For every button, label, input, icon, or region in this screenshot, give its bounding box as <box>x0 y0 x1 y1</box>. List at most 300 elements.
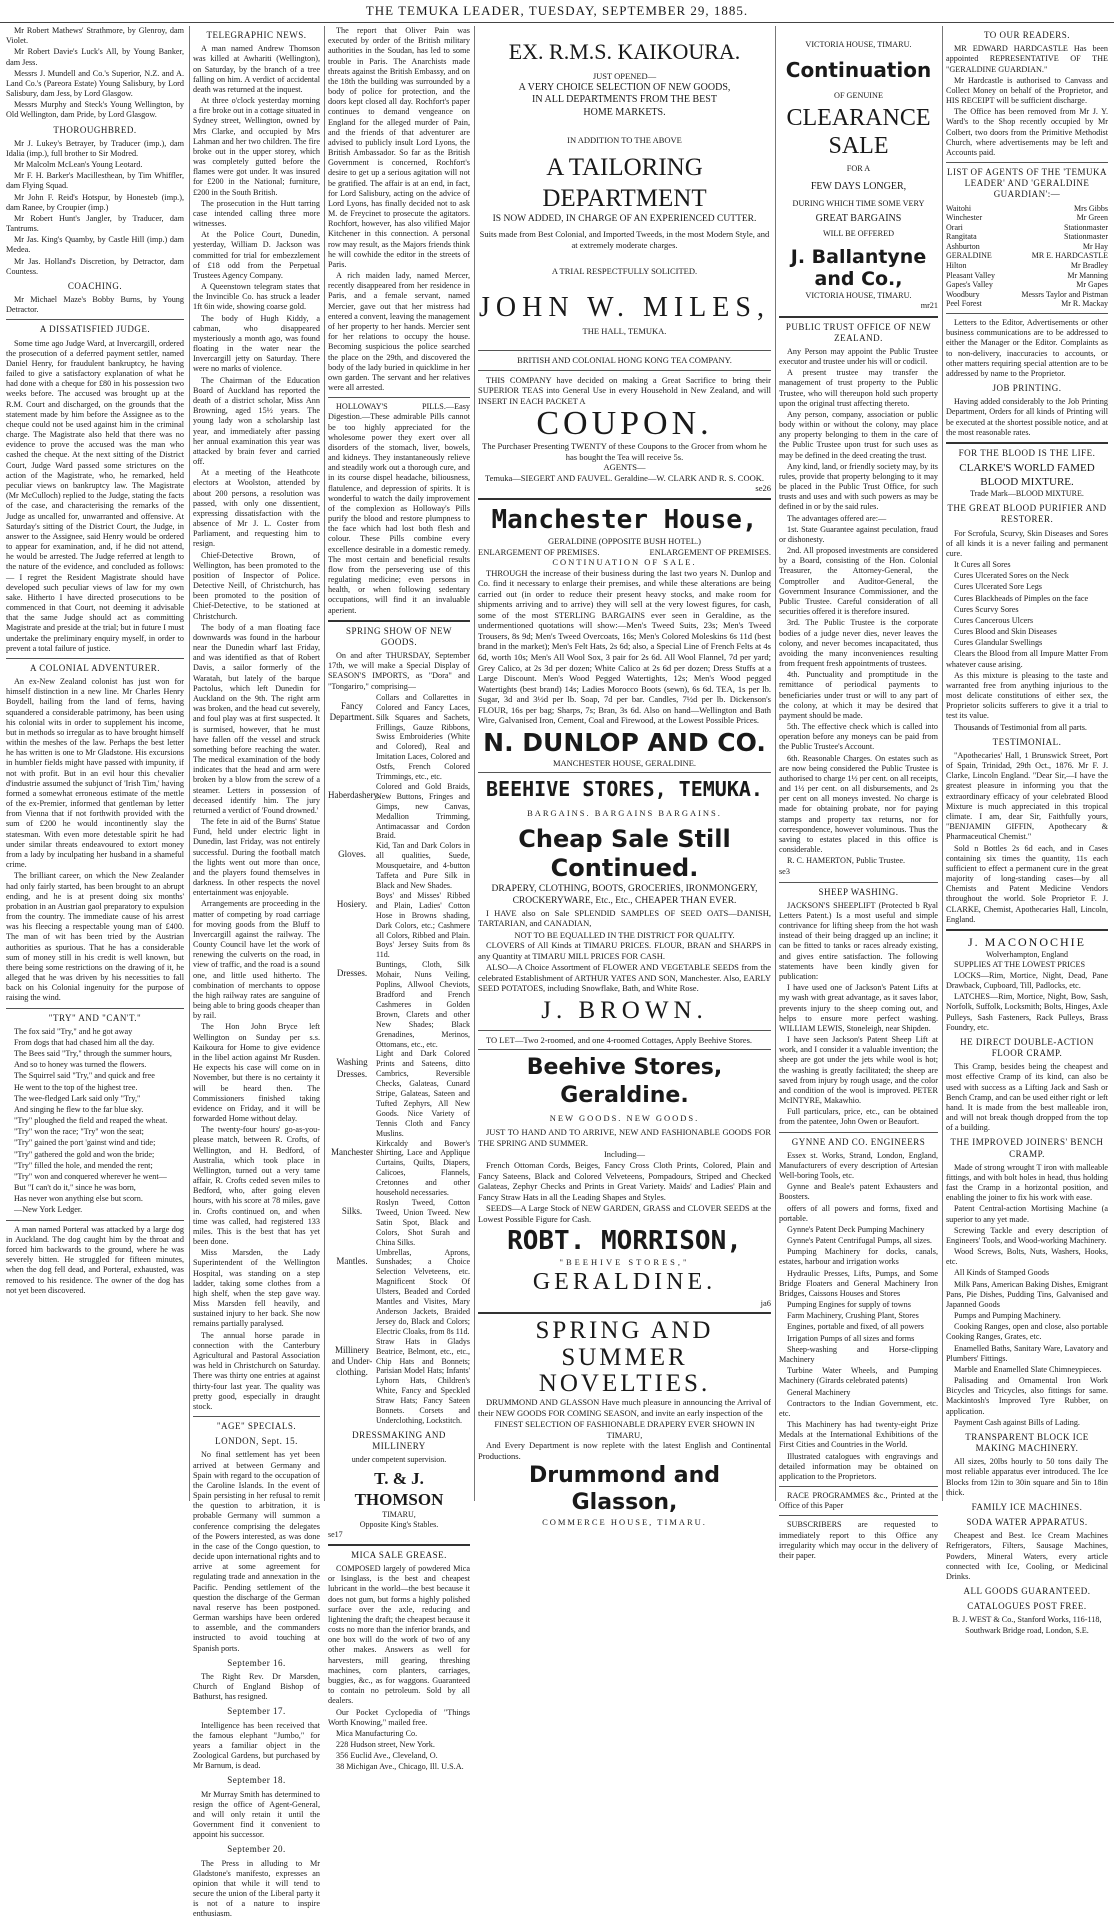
paragraph: As this mixture is pleasing to the taste and warranted free from anything injurious to the most delicate constitutions of either sex, the Proprietor solicits sufferers to give it a trial to test its value. <box>946 670 1108 721</box>
paragraph: Mica Manufacturing Co. <box>336 1728 418 1738</box>
advertiser-address: B. J. WEST & Co., Stanford Works, 116-118, Southwark Bridge road, London, S.E. <box>952 1615 1102 1635</box>
column-rule <box>942 26 943 1501</box>
paragraph: Intelligence has been received that the famous elephant "Jumbo," for years a familiar object in the Zoological Gardens, but purchased by Mr Barnum, is dead. <box>193 1720 320 1771</box>
ad-heading: HE DIRECT DOUBLE-ACTION FLOOR CRAMP. <box>960 1036 1094 1059</box>
ad-body: THIS COMPANY have decided on making a Great Sacrifice to bring their SUPERIOR TEAS into General Use in every Household in New Zealand, and will INSERT IN EACH PACKET A <box>478 374 771 406</box>
ad-body: SEEDS—A Large Stock of NEW GARDEN, GRASS and CLOVER SEEDS at the Lowest Possible Figure for Cash. <box>478 1203 771 1224</box>
divider <box>478 1312 771 1314</box>
paragraph: 356 Euclid Ave., Cleveland, O. <box>336 1751 438 1761</box>
ad-heading: FOR THE BLOOD IS THE LIFE. <box>958 447 1096 458</box>
agent-name: Mrs Gibbs <box>1073 203 1108 213</box>
paragraph: Pumps and Pumping Machinery. <box>954 1311 1061 1321</box>
paragraph: Cooking Ranges, open and close, also portable Cooking Ranges, Grates, etc. <box>946 1322 1108 1342</box>
column-5 <box>779 26 938 1560</box>
paragraph: A man named Andrew Thomson was killed at Awhariti (Wellington), on Saturday, by the branch of a tree falling on him. A verdict of accidental death was returned at the inquest. <box>193 44 320 94</box>
thoroughbred-list <box>6 139 184 277</box>
ad-headline: SPRING AND SUMMER NOVELTIES. <box>535 1317 714 1397</box>
paragraph: Palisading and Ornamental Iron Work Bicycles and Tricycles, also fittings for same. Mackintosh's Improved Tyre Rubber, on application. <box>946 1376 1108 1416</box>
ad-heading: SHEEP WASHING. <box>818 886 899 897</box>
divider <box>946 929 1108 931</box>
article-heading: TELEGRAPHIC NEWS. <box>206 30 307 40</box>
paragraph: From dogs that had chased him all the day. <box>14 1037 155 1047</box>
paragraph: —New York Ledger. <box>14 1205 83 1215</box>
ad-text: DRAPERY, CLOTHING, BOOTS, GROCERIES, IRONMONGERY, CROCKERYWARE, Etc., Etc., CHEAPER THAN EVER. <box>491 884 758 906</box>
agent-town: Woodbury <box>946 289 980 299</box>
agent-town: Gapes's Valley <box>946 280 993 290</box>
ad-headline: COUPON. <box>536 405 713 443</box>
department-text: Roslyn Tweed, Cotton Tweed, Union Tweed. New Satin Spot, Black and Colors, Shot Surah and China Silks. <box>376 1198 470 1247</box>
article-body <box>193 1721 320 1772</box>
paragraph: "Try" won the race; "Try" won the seat; <box>14 1127 144 1137</box>
agent-town: Rangitata <box>946 232 977 242</box>
ad-intro: On and after THURSDAY, September 17th, we will make a Special Display of SEASON'S IMPORTS, as "Dora" and "Tongariro," comprising— <box>328 651 470 691</box>
advertiser-name: ROBT. MORRISON, <box>507 1226 742 1257</box>
ad-heading: SPRING SHOW OF NEW GOODS. <box>345 625 453 647</box>
department-label: Hosiery. <box>336 898 368 909</box>
ad-code: se26 <box>755 483 771 494</box>
paragraph: Mr J. Lukey's Betrayer, by Traducer (imp.), dam Idalia (imp.), full brother to Sir Modred. <box>6 138 184 158</box>
advertiser-address: VICTORIA HOUSE, TIMARU. <box>805 291 912 301</box>
paragraph: A Queenstown telegram states that the Invincible Co. has struck a leader 1ft 6in wide, showing coarse gold. <box>193 282 320 312</box>
masthead: THE TEMUKA LEADER, TUESDAY, SEPTEMBER 29, 1885. <box>0 0 1114 23</box>
paragraph: Hydraulic Presses, Lifts, Pumps, and Some Bridge Floaters and General Machinery Iron Bridges, Caissons Houses and Stores <box>779 1268 938 1298</box>
ad-code: se3 <box>779 867 790 877</box>
paragraph: Gynne's Patent Centrifugal Pumps, all sizes. <box>787 1236 932 1246</box>
paragraph: Mr Robert Mathews' Strathmore, by Glenroy, dam Violet. <box>6 26 184 46</box>
paragraph: Essex st. Works, Strand, London, England, Manufacturers of every description of Artesian Well-boring Tools, etc. <box>779 1150 938 1181</box>
divider <box>6 1220 184 1221</box>
ad-text: FINEST SELECTION OF FASHIONABLE DRAPERY EVER SHOWN IN TIMARU, <box>494 1419 755 1440</box>
ad-body: "Apothecaries' Hall, 1 Brunswick Street, Port of Spain, Trinidad, 29th Oct., 1876. Mr F. J. Clarke, Lincoln England. "Dear Sir,—I have the greatest pleasure in informing you that the extraordinary efficacy of your celebrated Blood Mixture is much appreciated in this tropical climate. I am, dear Sir, Faithfully yours, "BENJAMIN GIFFIN, Apothecary & Pharmaceutical Chemist." <box>946 750 1108 842</box>
paragraph: Full particulars, price, etc., can be obtained from the patentee, John Owen or Beaufort. <box>779 1107 938 1127</box>
ad-heading: THE GREAT BLOOD PURIFIER AND RESTORER. <box>947 503 1107 525</box>
department-label: Dresses. <box>336 968 368 979</box>
paragraph: Has never won anything else but scorn. <box>14 1194 143 1204</box>
advertiser-name: J. BROWN. <box>541 996 708 1024</box>
agent-row <box>946 299 1108 309</box>
ad-text: ENLARGEMENT OF PREMISES. <box>649 546 771 557</box>
ad-text: AGENTS— <box>603 462 646 473</box>
ad-text: FOR A <box>846 164 871 174</box>
ad-headline: BEEHIVE STORES, TEMUKA. <box>486 777 763 802</box>
poem-heading: "TRY" AND "CAN'T." <box>48 1012 142 1023</box>
agent-row <box>946 261 1108 271</box>
ad-body <box>946 960 1108 1033</box>
paragraph: A present trustee may transfer the management of trust property to the Public Trustee, who will thereupon hold such property upon the original trust affecting thereto. <box>779 368 938 408</box>
paragraph: Messrs Murphy and Steck's Young Wellington, by Old Wellington, dam Pride, by Lord Glasgow. <box>6 100 184 120</box>
department-row <box>328 960 470 1049</box>
paragraph: The body of a man floating face downwards was found in the harbour near the Dunedin wharf last Friday, and was identified as that of Robert Davis, a sailor formerly of the Waratah, but lately of the barque Pactolus, which left Dunedin for Auckland on the 9th. The right arm was broken, and the head cut severely, and foul play was at first suspected. It is surmised, however, that he must have fallen off the vessel and struck something before reaching the water. The medical examination of the body indicates that the head and arm were broken by a blow from the screw of a steamer. Letters in possession of deceased identify him. The jury returned a verdict of 'Found drowned.' <box>193 622 320 815</box>
paragraph: offers of all powers and forms, fixed and portable. <box>779 1203 938 1223</box>
agent-name: Mr Hay <box>1082 241 1108 251</box>
agents-list <box>946 204 1108 310</box>
ad-text: "BEEHIVE STORES," <box>559 1257 690 1268</box>
poem-body <box>6 1027 184 1216</box>
department-text: Umbrellas, Aprons, Sunshades; a Choice Selection Velveteens, etc. Magnificent Stock Of Ulsters, Beaded and Corded Mantles and Visites, Mary Anderson Jackets, Braided Jersey do, Black and Colors; Electric Cloaks, from 8s 11d. <box>376 1247 470 1336</box>
agent-row <box>946 242 1108 252</box>
ad-text: Suits made from Best Colonial, and Imported Tweeds, in the most Modern Style, and at extremely moderate charges. <box>479 229 770 250</box>
paragraph: Pumping Engines for supply of towns <box>787 1300 911 1310</box>
paragraph: An ex-New Zealand colonist has just won for himself distinction in a new line. Mr Charles Henry Boydell, hailing from the land of ferns, having squandered a considerable patrimony, has been using his colonial wits in order to supplement his income, but in methods so irregular as to have brought himself within the meshes of the law. Perhaps the best letter he has written is one to Mr Gladstone. His excursions in humbler fields might have passed with impunity, if not with profit. But in an evil hour this chevalier d'industrie assumed the subjunct of 'Irish Tim,' having formed a somewhat erroneous estimate of the mettle of the ex-Premier, informed that gentleman by letter from Vienna that if not forthwith provided with the sum of £200 he would incontinently slay the statesman. With even more detestable spirit he had under similar threats endeavoured to extort money from a lady by inculpating her husband in a shameful crime. <box>6 677 184 870</box>
ad-body: CLOVERS of All Kinds at TIMARU PRICES. FLOUR, BRAN and SHARPS in any Quantity at TIMARU MILL PRICES FOR CASH. <box>478 940 771 961</box>
department-text: Kid, Tan and Dark Colors in all qualities, Suede, Mousquetaire, and 4-button Taffeta and Pure Silk in Black and New Shades. <box>376 841 470 891</box>
advertiser-address: COMMERCE HOUSE, TIMARU. <box>542 1516 707 1527</box>
ad-headline: EX. R.M.S. KAIKOURA. <box>508 39 741 64</box>
paragraph: Screwing Tackle and every description of Engineers' Tools, and Wood-working Machinery. <box>946 1225 1108 1245</box>
paragraph: Miss Marsden, the Lady Superintendent of the Wellington Hospital, was standing on a step ladder, taking some clothes from a high shelf, when the step gave way. Miss Marsden fell heavily, and sustained injury to her back. She now remains partially paralysed. <box>193 1248 320 1329</box>
paragraph: Cures Ulcerated Sore Legs <box>954 582 1042 592</box>
article-body <box>328 26 470 393</box>
advertiser-location: Wolverhampton, England <box>985 949 1068 959</box>
paragraph: Irrigation Pumps of all sizes and forms <box>787 1333 915 1343</box>
paragraph: Turbine Water Wheels, and Pumping Machinery (Girards celebrated patents) <box>779 1366 938 1386</box>
department-row <box>328 1049 470 1138</box>
column-2 <box>193 26 320 1919</box>
paragraph: SUPPLIES AT THE LOWEST PRICES <box>954 959 1086 969</box>
department-text: Collars and Collarettes in Colored and Fancy Laces, Silk Squares and Sachets, Frillings, Gauze Ribbons, Swiss Embroideries (White and Colored), Real and Imitation Laces, Colored and Ostfs, French Colored Trimmings, etc., etc. <box>376 692 470 782</box>
paragraph: Gynne and Beale's patent Exhausters and Boosters. <box>779 1182 938 1202</box>
department-label: Millinery and Under-clothing. <box>331 1344 373 1378</box>
ad-body: JUST TO HAND AND TO ARRIVE, NEW AND FASHIONABLE GOODS FOR THE SPRING AND SUMMER. <box>478 1127 771 1148</box>
paragraph: Marble and Enamelled Slate Chimneypieces. <box>954 1364 1102 1374</box>
paragraph: Messrs J. Mundell and Co.'s Superior, N.Z. and A. Land Co.'s (Pareora Estate) Young Salisbury, by Lord Salisbury, dam Jess, by Lord Glasgow. <box>6 68 184 99</box>
paragraph: 3rd. The Public Trustee is the corporate bodies of a judge never dies, never leaves the colony, and never becomes incapacitated, thus avoiding the many inconveniences resulting from frequent fresh appointments of trustees. <box>779 618 938 669</box>
paragraph: Any person, company, association or public body within or without the colony, may place any property belonging to them in the care of the Public Trustee upon trust for such uses as may be defined in the deed creating the trust. <box>779 409 938 460</box>
ad-address-list <box>328 1729 470 1773</box>
paragraph: No final settlement has yet been arrived at between Germany and Spain with regard to the occupation of the Caroline Islands. In the event of Spain persisting in her refusal to remit the question to arbitration, it is probable Germany will summon a conference comprising the delegates of the Powers interested, as was done in the case of the Congo question, to decide upon international rights and to arrive at some agreement for regulating trade and annexation in the Pacific. Pending settlement of the question the discharge of the German naval reserve has been postponed. German warships have been ordered to assemble, and the commanders instructed to avoid touching at Spanish ports. <box>193 1450 320 1653</box>
article-body <box>193 1790 320 1841</box>
ad-text: MANCHESTER HOUSE, GERALDINE. <box>552 757 697 768</box>
agent-row <box>946 232 1108 242</box>
paragraph: Contractors to the Indian Government, etc. etc. <box>779 1398 938 1418</box>
article-body <box>6 1225 184 1296</box>
paragraph: At three o'clock yesterday morning a fire broke out in a cottage situated in Sydney street, Wellington, owned by Mrs Clarke, and occupied by Mrs Lahman and her two children. The fire broke out in the upper storey, which was completely gutted before the flames were got under. It was insured for £200 in the National; furniture, £200 in the South British. <box>193 96 320 197</box>
paragraph: Some time ago Judge Ward, at Invercargill, ordered the prosecution of a deferred payment settler, named Daniel Henry, for fraudulent bankruptcy, he having failed to give a satisfactory explanation of what he had done with a cheque for £80 in his possession two weeks before. The accused was brought up at the R.M. Court and discharged, on the grounds that the statement made by him before the Assignee as to the cheque could not be used against him in the criminal charge. The Magistrate also held that there was no evidence to prove the accused was the man who cashed the cheque. At the next sitting of the District Court, Judge Ward passed some strictures on the action of the Magistrate, who, he remarked, held peculiar views on bankruptcy law. The Magistrate (Mr McCulloch) replied to the Judge, stating the facts of the case, and characterising the remarks of the Judge as uncalled for, unwarranted and offensive. At Saturday's sitting of the District Court, the Judge, in answer to the Assignee, said Henry would be ordered to appear for examination, and, if he did not attend, he would be arrested. The Judge referred at length to the nature of the evidence, and concluded as follows:— I regret the Resident Magistrate should have developed such peculiar views of law for my own sake. Hitherto I have directed prosecutions to be commenced in that Court, not deeming it advisable that the same Judge should act as committing Magistrate and preside at the trial; but in future I must undertake the preliminary enquiry myself, in order to prevent a total failure of justice. <box>6 338 184 653</box>
ad-subheading: DRESSMAKING AND MILLINERY <box>352 1429 446 1452</box>
ad-heading: SODA WATER APPARATUS. <box>966 1517 1088 1528</box>
paragraph: For Scrofula, Scurvy, Skin Diseases and Sores of all kinds it is a never failing and permanent cure. <box>946 528 1108 558</box>
agent-town: GERALDINE <box>946 251 992 261</box>
agent-name: Mr Bradley <box>1070 261 1108 271</box>
department-label: Manchester <box>331 1146 373 1157</box>
ad-body: Cheapest and Best. Ice Cream Machines Refrigerators, Filters, Sausage Machines, Powders, Mineral Waters, every article connected with Ice, Cooling, or Medicinal Drinks. <box>946 1531 1108 1581</box>
advertiser-name: T. & J. THOMSON <box>354 1469 444 1510</box>
holloway-ad: HOLLOWAY'S PILLS.—Easy Digestion.—These admirable Pills cannot be too highly appreciated for the wholesome power they exert over all disorders of the stomach, liver, bowels, and kidneys. They instantaneously relieve and steadily work out a thorough cure, and in its course dispel headache, biliousness, flatulence, and depression of spirits. It is wonderful to watch the daily improvement of the complexion as Holloway's Pills purify the blood and restore plumpness to the face which had lost both flesh and colour. These Pills combine every excellence desirable in a domestic remedy. The most certain and beneficial results flow from the persevering use of this regulating medicine; even persons in health, or when following sedentary occupations, will find it an invaluable aperient. <box>328 402 470 615</box>
ad-text: CONTINUATION OF SALE. <box>552 557 697 568</box>
ad-text: Temuka—SIEGERT AND FAUVEL. Geraldine—W. CLARK AND R. S. COOK. <box>485 472 764 483</box>
paragraph: The Press in alluding to Mr Gladstone's manifesto, expresses an opinion that while it will tend to secure the union of the Liberal party it is not of a nature to inspire enthusiasm. <box>193 1858 320 1919</box>
divider <box>478 350 771 351</box>
paragraph: Cures Blood and Skin Diseases <box>954 627 1057 637</box>
paragraph: Sheep-washing and Horse-clipping Machinery <box>779 1344 938 1364</box>
column-4 <box>478 26 771 1527</box>
advertiser-name: J. MACONOCHIE <box>967 934 1086 949</box>
paragraph: R. C. HAMERTON, Public Trustee. <box>787 856 906 866</box>
divider <box>946 313 1108 314</box>
paragraph: A rich maiden lady, named Mercer, recently disappeared from her residence in Paris, and a female servant, named Mercier, gave out that her mistress had entered a convent, leaving the management of her property to her hands. Mercier sent for her relations to occupy the house. Becoming suspicious the police searched the place on the 29th, and discovered the body of the lady buried in quicklime in her own garden. The servant and her relatives were all arrested. <box>328 271 470 393</box>
ad-body: This Cramp, besides being the cheapest and most effective Cramp of its kind, can also be used with success as a Lifting Jack and Sash or Bench Cramp, and can be used either right or left hand. It is made from the best malleable iron, and will not break though dropped from the top of a building. <box>946 1062 1108 1133</box>
agent-row <box>946 271 1108 281</box>
paragraph: Mr Hardcastle is authorised to Canvass and Collect Money on behalf of the Proprietor, and HIS RECEIPT will be sufficient discharge. <box>946 75 1108 106</box>
paragraph: Any Person may appoint the Public Trustee executor and trustee under his will or codicil. <box>779 346 938 367</box>
dateline: September 16. <box>227 1657 286 1668</box>
advertiser-name: JOHN W. MILES, <box>479 291 770 323</box>
paragraph: The report that Oliver Pain was executed by order of the British military authorities in the Soudan, has led to some trouble in Paris. The Anarchists made threats against the British Embassy, and on the 18th the building was surrounded by a body of police for protection, and the doors kept closed all day. Rochfort's paper continues to demand vengeance on England for the alleged murder of Pain, and the friends of that adventurer are advised to publicly insult Lord Lyons, the British Ambassador. So far as the British Government is concerned, Rochfort's desire to get up a serious agitation will not be gratified. The affair is at an end, in fact, for Lord Salisbury, acting on the advice of Lord Lyons, has finally decided not to ask M. de Freycinet to prosecute the agitators. Rochfort, however, has also vilified Major Kitchener in this connection. A personal row may result, as the Majors friends think he will cowhide the editor in the streets of Paris. <box>328 26 470 269</box>
department-text: Buntings, Cloth, Silk Mohair, Nuns Veiling, Poplins, Allwool Cheviots, Bradford and French Cashmeres in Golden Brown, Clarets and other New Shades; Black Grenadines, Merinos, Ottomans, etc., etc. <box>376 960 470 1049</box>
divider <box>328 397 470 398</box>
department-label: Fancy Department. <box>329 700 375 722</box>
notice-body <box>946 76 1108 158</box>
column-rule <box>775 26 776 1501</box>
ad-text: Including— <box>603 1149 646 1160</box>
department-row <box>328 1139 470 1198</box>
ad-body: I HAVE also on Sale SPLENDID SAMPLES OF SEED OATS—DANISH, TARTARIAN, and CANADIAN, <box>478 907 771 929</box>
paragraph: The Chairman of the Education Board of Auckland has reported the death of a district scholar, Miss Ann Browning, aged 15½ years. The young lady won a scholarship last year, and immediately after passing her annual examination this year was attacked by brain fever and carried off. <box>193 375 320 467</box>
advertiser-name: Drummond and Glasson, <box>528 1463 721 1516</box>
ad-text: OF GENUINE <box>834 90 883 100</box>
paragraph: I have used one of Jackson's Patent Lifts at my wash with great advantage, as it saves labor, prevents injury to the sheep coming out, and helps to ensure more perfect washing. WILLIAM LEWIS, Stoneleigh, near Shipden. <box>779 983 938 1033</box>
paragraph: It Cures all Sores <box>954 560 1011 570</box>
ad-headline: A TAILORING DEPARTMENT <box>542 153 707 212</box>
divider <box>478 1030 771 1031</box>
department-label: Washing Dresses. <box>336 1057 368 1079</box>
ad-text: JUST OPENED— <box>592 71 657 82</box>
paragraph: Mr Robert Hunt's Jangler, by Traducer, dam Tantrums. <box>6 213 184 234</box>
paragraph: Engines, portable and fixed, of all powers <box>787 1322 924 1332</box>
department-text: Straw Hats in Gladys Beatrice, Belmont, etc., etc., Chip Hats and Bonnets; Parisian Model Hats; Infants' Lyhorn Hats, Children's White, Fancy and Speckled Straw Hats; Fancy Sateen Bonnets. Corsets and Underclothing, Lockstitch. <box>376 1336 470 1425</box>
ad-headline: Manchester House, <box>491 504 758 535</box>
paragraph: Farm Machinery, Crushing Plant, Stores <box>787 1311 919 1321</box>
paragraph: The prosecution in the Hutt tarring case intended calling three more witnesses. <box>193 198 320 229</box>
section-heading: COACHING. <box>67 280 123 291</box>
paragraph: Cures Ulcerated Sores on the Neck <box>954 571 1069 581</box>
column-rule <box>189 26 190 1501</box>
paragraph: "Try" won and conquered wherever he went— <box>14 1171 167 1181</box>
paragraph: Mr Malcolm McLean's Young Leotard. <box>14 160 143 170</box>
paragraph: The Hon John Bryce left Wellington on Sunday per s.s. Kaikoura for Home to give evidence in the libel action against Mr Rusden. He expects his case will come on in November, but there is no certainty it will be heard then. The Commissioners finished taking evidence on Friday, and it will be forwarded Home without delay. <box>193 1022 320 1124</box>
department-row <box>328 841 470 891</box>
department-row <box>328 1248 470 1337</box>
ad-body <box>779 901 938 1128</box>
ad-text: WILL BE OFFERED <box>822 229 895 239</box>
ad-headline: CLARKE'S WORLD FAMED BLOOD MIXTURE. <box>959 462 1095 488</box>
paragraph: Mr John F. Reid's Hotspur, by Honesteb (imp.), dam Ranee, by Croupier (imp.) <box>6 192 184 212</box>
ad-text: A TRIAL RESPECTFULLY SOLICITED. <box>551 266 698 277</box>
notice-body: MR EDWARD HARDCASTLE Has been appointed REPRESENTATIVE OF THE "GERALDINE GUARDIAN." <box>946 44 1108 74</box>
paragraph: Wood Screws, Bolts, Nuts, Washers, Hooks, etc. <box>946 1247 1108 1267</box>
divider <box>193 1416 320 1417</box>
paragraph: I have seen Jackson's Patent Sheep Lift at work, and I consider it a valuable invention; the sheep are got under the jets while wool is hot; the washing is greatly facilitated; the sheep are saved from injury by rough usage, and the color and condition of the wool is improved. PETER McINTYRE, Makawhio. <box>779 1035 938 1106</box>
paragraph: General Machinery <box>787 1387 851 1397</box>
paragraph: Chief-Detective Brown, of Wellington, has been promoted to the position of Inspector of Police. Detective Neill, of Christchurch, has been promoted to the position of Chief-Detective, to be stationed at Christchurch. <box>193 550 320 621</box>
paragraph: 4th. Punctuality and promptitude in the remittance of periodical payments to beneficiaries under trust or will to any part of the colony, at which it may be desired that payment should be made. <box>779 670 938 720</box>
dateline: September 17. <box>227 1706 286 1717</box>
paragraph: "Try" gained the port 'gainst wind and tide; <box>14 1138 156 1148</box>
ad-headline: Beehive Stores, Geraldine. <box>526 1055 723 1108</box>
divider <box>779 882 938 883</box>
paragraph: The body of Hugh Kiddy, a cabman, who disappeared mysteriously a month ago, was found floating in the water near the Invercargill jetty on Saturday. There were no marks of violence. <box>193 313 320 374</box>
ad-text: IN ADDITION TO THE ABOVE <box>567 134 682 145</box>
article-heading: A COLONIAL ADVENTURER. <box>30 662 160 673</box>
agent-name: Messrs Taylor and Pistman <box>1021 289 1108 299</box>
divider <box>779 1515 938 1516</box>
agent-town: Ashburton <box>946 241 980 251</box>
column-1 <box>6 26 184 1501</box>
paragraph: Milk Pans, American Baking Dishes, Emigrant Pans, Pie Dishes, Pudding Tins, Galvanised and Japanned Goods <box>946 1279 1108 1309</box>
department-label: Mantles. <box>336 1255 368 1266</box>
ad-heading: CATALOGUES POST FREE. <box>967 1601 1087 1612</box>
paragraph: Cures Blackheads of Pimples on the face <box>954 593 1089 603</box>
paragraph: Mr Jas. King's Quamby, by Castle Hill (imp.) dam Medea. <box>6 235 184 255</box>
ad-body: TO LET—Two 2-roomed, and one 4-roomed Cottages, Apply Beehive Stores. <box>486 1034 753 1045</box>
dateline: September 18. <box>227 1775 286 1786</box>
dateline: LONDON, Sept. 15. <box>215 1436 298 1447</box>
ad-body: Made of strong wrought T iron with malleable fittings, and with bolt holes in head, thus holding fast the Cramp in a horizontal position, and enabling the joiner to fix his work with ease. <box>946 1162 1108 1203</box>
paragraph: The twenty-four hours' go-as-you-please match, between R. Crofts, of Wellington, and H. Bedford, of Australia, which took place in Wellington, turned out a very tame affair, R. Crofts ceded seven miles to Bedford, who, after going eleven hours, with his score at 78 miles, gave in. Crofts continued on, and when time was called, had registered 133 miles. This is the best that has yet been done. <box>193 1125 320 1247</box>
agent-row <box>946 223 1108 233</box>
divider <box>6 319 184 320</box>
paragraph: Illustrated catalogues with engravings and detailed information may be obtained on application to the Proprietors. <box>779 1451 938 1481</box>
paragraph: And singing he flew to the far blue sky. <box>14 1104 144 1114</box>
ad-code: se17 <box>328 1530 343 1540</box>
paragraph: LATCHES—Rim, Mortice, Night, Bow, Sash, Norfolk, Suffolk, Locksmith; Bolts, Hinges, Axle Pulleys, Sash Fasteners, Rack Pulleys, Brass Foundry, etc. <box>946 992 1109 1032</box>
divider <box>779 1132 938 1133</box>
article-body <box>6 677 184 1004</box>
paragraph: Enamelled Baths, Sanitary Ware, Lavatory and Plumbers' Fittings. <box>946 1343 1108 1363</box>
paragraph: The Bees said "Try," through the summer hours, <box>14 1049 172 1059</box>
dateline: September 20. <box>227 1844 286 1855</box>
paragraph: The Office has been removed from Mr J. Y. Ward's to the Shop recently occupied by Mr Colbert, two doors from the Primitive Methodist Church, where advertisements may be left and Accounts paid. <box>946 107 1108 157</box>
ad-text: IS NOW ADDED, IN CHARGE OF AN EXPERIENCED CUTTER. <box>492 213 757 224</box>
agent-row <box>946 204 1108 214</box>
divider <box>478 1049 771 1050</box>
agent-row <box>946 213 1108 223</box>
department-row <box>328 1198 470 1248</box>
section-heading: JOB PRINTING. <box>992 383 1062 394</box>
agent-town: Hilton <box>946 261 967 271</box>
divider <box>779 316 938 318</box>
paragraph: He went to the top of the highest tree. <box>14 1082 138 1092</box>
ad-body <box>946 1204 1108 1428</box>
ad-text: VICTORIA HOUSE, TIMARU. <box>805 40 912 49</box>
divider <box>946 442 1108 444</box>
paragraph: The fete in aid of the Burns' Statue Fund, held under electric light in Dunedin, last Friday, was not entirely successful. During the football match the lights went out more than once, and the players found themselves in darkness. In other respects the novel entertainment was enjoyable. <box>193 817 320 898</box>
department-text: Colored and Gold Braids, New Buttons, Fringes and Gimps, new Canvas, Medallion Trimming, Antimacassar and Cordon Braid. <box>376 781 470 841</box>
paragraph: The brilliant career, on which the New Zealander had only fairly started, has been brought to an abrupt ending, and he is at present doing six months' probation in an Austrian gaol preparatory to expulsion from the country. The immediate cause of his arrest was his fleecing a respectable young man of £400. The man of wit has been tried by the Austrian authorities as spurious. That he has a considerable sum of money still in his credit is well known, but there being some restrictions on the drawing of it, he alleged that he was driven by his necessities to fall back on his Colonial ingenuity for the purpose of raising the wind. <box>6 871 184 1003</box>
ad-body: Sold n Bottles 2s 6d each, and in Cases containing six times the quantity, 11s each sufficient to effect a permanent cure in the great majority of long-standing cases—by all Chemists and Patent Medicine Vendors throughout the world. Sole Proprietor F. J. CLARKE, Chemist, Apothecaries Hall, Lincoln, England. <box>946 843 1108 924</box>
advertiser-location: GERALDINE. <box>532 1268 717 1295</box>
paragraph: Mr Michael Maze's Bobby Burns, by Young Detractor. <box>6 295 184 315</box>
divider <box>478 772 771 773</box>
ad-text: NOT TO BE EQUALLED IN THE DISTRICT FOR QUALITY. <box>514 929 735 940</box>
advertiser-location: TIMARU, <box>382 1510 416 1520</box>
ad-text: A VERY CHOICE SELECTION OF NEW GOODS, IN ALL DEPARTMENTS FROM THE BEST HOME MARKETS. <box>518 81 731 118</box>
coaching-list <box>6 295 184 315</box>
notice-body: Letters to the Editor, Advertisements or other business communications are to be addressed to either the Manager or the Editor. Complaints as to non-delivery, inaccuracies to accounts, or other matters requiring special attention are to be addressed by name to the Proprietor. <box>946 318 1108 378</box>
advertiser-address: Opposite King's Stables. <box>359 1520 439 1530</box>
agent-name: Mr Green <box>1076 213 1108 223</box>
paragraph: The advantages offered are:— <box>787 513 887 523</box>
paragraph: 6th. Reasonable Charges. On estates such as are now being considered the Public Trustee is authorised to charge 1½ per cent. on all receipts, and 1½ per cent. on all disbursements, and 2s per cent on all moneys invested. No charge is made for obtaining probate, nor for paying stamps and property tax returns, nor for correspondence, however voluminous. Thus the saving to estates placed in this office is considerable. <box>779 753 938 855</box>
paragraph: The Squirrel said "Try," and quick and free <box>14 1071 155 1081</box>
paragraph: JACKSON'S SHEEPLIFT (Protected b Ryal Letters Patent.) Is a most useful and simple contrivance for lifting sheep from the hot wash instead of their being dragged up an incline; it can be fitted to tanks or races already existing, and gives entire satisfaction. The following statements have been kindly given for publication: <box>779 900 938 981</box>
paragraph: Clears the Blood from all Impure Matter From whatever cause arising. <box>946 649 1108 669</box>
paragraph: Cures Glandular Swellings <box>954 638 1043 648</box>
ad-heading: TESTIMONIAL. <box>992 736 1062 747</box>
ad-subtext: under competent supervision. <box>351 1455 447 1465</box>
notice-body: SUBSCRIBERS are requested to immediately report to this Office any irregularity which may occur in the delivery of their paper. <box>779 1520 938 1560</box>
paragraph: Cures Scurvy Sores <box>954 604 1019 614</box>
agent-row <box>946 280 1108 290</box>
agent-name: MR E. HARDCASTLE <box>1031 251 1108 261</box>
paragraph: The fox said "Try," and he got away <box>14 1026 133 1036</box>
paragraph: Mr Jas. Holland's Discretion, by Detractor, dam Countess. <box>6 256 184 276</box>
divider <box>328 1544 470 1546</box>
department-row <box>328 1337 470 1426</box>
article-heading: "AGE" SPECIALS. <box>216 1421 297 1432</box>
divider <box>328 620 470 622</box>
ad-body: ALSO—A Choice Assortment of FLOWER AND VEGETABLE SEEDS from the celebrated Establishment of ARTHUR YATES AND SON, Manchester. Also, EARLY SEED POTATOES, including Snowflake, Bath, and White Rose. <box>478 962 771 994</box>
section-heading: LIST OF AGENTS OF THE 'TEMUKA LEADER' AND 'GERALDINE GUARDIAN':— <box>946 167 1108 200</box>
paragraph: Gynne's Patent Deck Pumping Machinery <box>787 1224 925 1234</box>
notice-body: Having added considerably to the Job Printing Department, Orders for all kinds of Printing will be executed at the shortest possible notice, and at the most reasonable rates. <box>946 397 1108 437</box>
ad-text: DURING WHICH TIME SOME VERY <box>792 198 925 208</box>
ad-heading: MICA SALE GREASE. <box>351 1549 447 1560</box>
ad-text: Trade Mark—BLOOD MIXTURE. <box>970 489 1084 499</box>
article-body <box>193 1859 320 1920</box>
agent-name: Mr Manning <box>1067 270 1108 280</box>
paragraph: Thousands of Testimonial from all parts. <box>954 722 1087 732</box>
paragraph: This Machinery has had twenty-eight Prize Medals at the International Exhibitions of the First Cities and Countries in the World. <box>779 1420 938 1450</box>
paragraph: Patent Central-action Mortising Machine (a superior to any yet made. <box>946 1204 1108 1224</box>
ad-text: NEW GOODS. NEW GOODS. <box>549 1112 700 1123</box>
section-heading: TO OUR READERS. <box>983 30 1071 40</box>
ad-headline: CLEARANCE SALE <box>786 105 931 159</box>
paragraph: Arrangements are proceeding in the matter of competing by road carriage for moving goods from the Bluff to Invercargill against the railway. The County Council have let the work of renewing the culverts on the road, in view of traffic, and the road is a sound one, and little used hitherto. The combination of merchants to oppose the high railway rates are sanguine of being able to bring goods cheaper than by rail. <box>193 899 320 1021</box>
column-6 <box>946 26 1109 1635</box>
divider <box>779 1486 938 1487</box>
agent-name: Mr R. Mackay <box>1061 299 1108 309</box>
column-rule <box>324 26 325 1501</box>
paragraph: Cures Cancerous Ulcers <box>954 615 1034 625</box>
ad-heading: ALL GOODS GUARANTEED. <box>963 1586 1091 1597</box>
article-body <box>6 339 184 654</box>
divider <box>478 370 771 371</box>
section-heading: THOROUGHBRED. <box>53 124 137 135</box>
agent-town: Peel Forest <box>946 299 982 309</box>
ad-heading: THE IMPROVED JOINERS' BENCH CRAMP. <box>950 1137 1104 1159</box>
ad-code: mr21 <box>920 301 938 311</box>
ad-body: DRUMMOND AND GLASSON Have much pleasure in announcing the Arrival of their NEW GOODS FOR COMING SEASON, and invite an early inspection of the <box>478 1397 771 1418</box>
department-list <box>328 693 470 1426</box>
ad-body: RACE PROGRAMMES &c., Printed at the Office of this Paper <box>779 1491 938 1511</box>
agent-name: Mr Gapes <box>1076 280 1108 290</box>
ad-headline: Cheap Sale Still Continued. <box>518 824 731 883</box>
department-label: Gloves. <box>338 849 366 860</box>
paragraph: But "I can't do it," since he was born, <box>14 1183 136 1193</box>
divider <box>6 1008 184 1009</box>
agent-name: Stationmaster <box>1064 232 1108 242</box>
ad-heading: TRANSPARENT BLOCK ICE MAKING MACHINERY. <box>965 1432 1089 1454</box>
divider <box>6 658 184 659</box>
ad-text: The Purchaser Presenting TWENTY of these Coupons to the Grocer from whom he has bought the Tea will receive 5s. <box>482 441 767 462</box>
ad-body: And Every Department is now replete with the latest English and Continental Productions. <box>478 1440 771 1461</box>
ad-heading: FAMILY ICE MACHINES. <box>971 1502 1083 1512</box>
ad-body: Our Pocket Cyclopedia of "Things Worth Knowing," mailed free. <box>328 1707 470 1727</box>
ad-text: GERALDINE (OPPOSITE BUSH HOTEL.) <box>548 536 701 547</box>
paragraph: 1st. State Guarantee against peculation, fraud or dishonesty. <box>779 524 938 544</box>
ad-body <box>779 1151 938 1482</box>
